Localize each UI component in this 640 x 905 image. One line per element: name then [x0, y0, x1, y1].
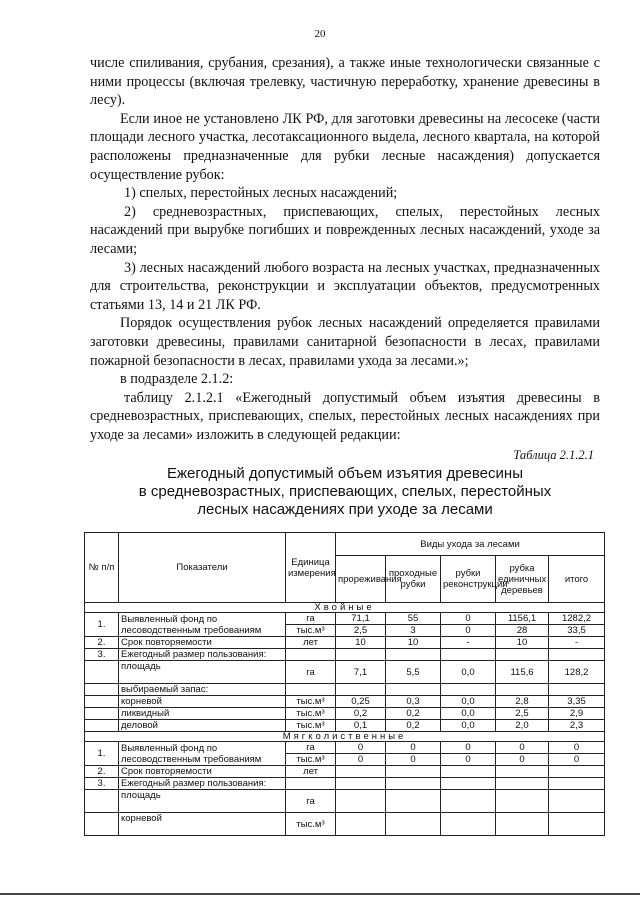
- row-label: корневой: [119, 696, 286, 708]
- cell: -: [549, 637, 605, 649]
- cell: 0,1: [336, 720, 386, 732]
- cell: 0: [336, 742, 386, 754]
- cell: 0: [496, 754, 549, 766]
- row-unit: га: [286, 790, 336, 813]
- header-care-types: Виды ухода за лесами: [336, 533, 605, 556]
- cell: 7,1: [336, 661, 386, 684]
- row-unit: тыс.м³: [286, 708, 336, 720]
- cell: 0,2: [386, 708, 441, 720]
- cell: 0,0: [441, 708, 496, 720]
- cell: 0,0: [441, 696, 496, 708]
- row-unit: тыс.м³: [286, 813, 336, 836]
- cell: 0: [441, 625, 496, 637]
- cell: 2,8: [496, 696, 549, 708]
- row-unit: га: [286, 613, 336, 625]
- cell: 0: [549, 742, 605, 754]
- cell: 10: [336, 637, 386, 649]
- cell: -: [441, 637, 496, 649]
- row-label: Срок повторяемости: [119, 637, 286, 649]
- cell: 0: [386, 742, 441, 754]
- cell: 128,2: [549, 661, 605, 684]
- paragraph: числе спиливания, срубания, срезания), а также иные технологически связанные с ними процессы (включая трелевку, частичную переработку, хранение древесины в лесу).: [90, 55, 600, 109]
- paragraph: 2) средневозрастных, приспевающих, спелых, перестойных лесных насаждений при вырубке погибших и поврежденных лесных насаждений, уходе за лесами;: [90, 203, 600, 257]
- row-num: 2.: [85, 637, 119, 649]
- row-label: Ежегодный размер пользования:: [119, 778, 286, 790]
- cell: 2,9: [549, 708, 605, 720]
- cell: 0,2: [336, 708, 386, 720]
- section-softwood: Мягколиственные: [85, 732, 605, 742]
- row-label: выбираемый запас:: [119, 684, 286, 696]
- cell: 10: [386, 637, 441, 649]
- page-number: 20: [314, 28, 326, 40]
- row-unit: тыс.м³: [286, 696, 336, 708]
- cell: 5,5: [386, 661, 441, 684]
- cell: 2,5: [336, 625, 386, 637]
- table-title: [90, 465, 600, 519]
- header-num: № п/п: [85, 533, 119, 603]
- cell: 0: [336, 754, 386, 766]
- row-num: 1.: [85, 613, 119, 637]
- row-label: Выявленный фонд по лесоводственным требованиям: [119, 613, 286, 637]
- header-reconstruction: рубки реконструкции: [441, 556, 496, 603]
- row-unit: тыс.м³: [286, 754, 336, 766]
- page-bottom-edge: [0, 893, 640, 895]
- table-label: Таблица 2.1.2.1: [513, 448, 594, 462]
- cell: 2,5: [496, 708, 549, 720]
- row-unit: тыс.м³: [286, 625, 336, 637]
- row-label: Выявленный фонд по лесоводственным требованиям: [119, 742, 286, 766]
- cell: 2,0: [496, 720, 549, 732]
- row-unit: тыс.м³: [286, 720, 336, 732]
- row-num: 3.: [85, 649, 119, 661]
- table-title-line: Ежегодный допустимый объем изъятия древесины: [167, 465, 523, 482]
- row-num: 3.: [85, 778, 119, 790]
- cell: 0: [441, 742, 496, 754]
- row-label: ликвидный: [119, 708, 286, 720]
- cell: 55: [386, 613, 441, 625]
- paragraph: в подразделе 2.1.2:: [120, 371, 234, 388]
- row-label: площадь: [119, 790, 286, 813]
- header-unit: Единица измерения: [286, 533, 336, 603]
- paragraph: таблицу 2.1.2.1 «Ежегодный допустимый объем изъятия древесины в средневозрастных, приспевающих, спелых, перестойных лесных насаждениях при уходе за лесами» изложить в следующей редакции:: [90, 389, 600, 443]
- header-total: итого: [549, 556, 605, 603]
- cell: 0: [496, 742, 549, 754]
- cell: 1282,2: [549, 613, 605, 625]
- header-single-tree: рубка единичных деревьев: [496, 556, 549, 603]
- row-label: деловой: [119, 720, 286, 732]
- paragraph: Порядок осуществления рубок лесных насаждений определяется правилами заготовки древесины, правилами санитарной безопасности в лесах, правилами пожарной безопасности в лесах, правилами ухода за лесами.»;: [90, 315, 600, 369]
- row-unit: га: [286, 742, 336, 754]
- cell: 0: [441, 754, 496, 766]
- cell: 28: [496, 625, 549, 637]
- cell: 0,0: [441, 720, 496, 732]
- row-unit: лет: [286, 766, 336, 778]
- cell: 3,35: [549, 696, 605, 708]
- paragraph: 3) лесных насаждений любого возраста на лесных участках, предназначенных для строительства, реконструкции и эксплуатации объектов, предусмотренных статьями 13, 14 и 21 ЛК РФ.: [90, 259, 600, 313]
- table-title-line: в средневозрастных, приспевающих, спелых, перестойных: [138, 483, 552, 500]
- header-passage-cutting: проходные рубки: [386, 556, 441, 603]
- paragraph: Если иное не установлено ЛК РФ, для заготовки древесины на лесосеке (части площади лесного участка, лесотаксационного выдела, лесного квартала, на которой расположены предназначенные для рубки лесные насаждения) допускается осуществление рубок:: [90, 110, 600, 183]
- cell: 0: [441, 613, 496, 625]
- cell: 0: [386, 754, 441, 766]
- header-thinning: прореживания: [336, 556, 386, 603]
- body-text: [90, 54, 600, 444]
- cell: 2,3: [549, 720, 605, 732]
- row-label: Срок повторяемости: [119, 766, 286, 778]
- row-unit: лет: [286, 637, 336, 649]
- cell: 0,3: [386, 696, 441, 708]
- cell: 71,1: [336, 613, 386, 625]
- harvest-volume-table: [84, 532, 605, 836]
- row-num: 1.: [85, 742, 119, 766]
- section-conifers: Хвойные: [85, 603, 605, 613]
- row-unit: га: [286, 661, 336, 684]
- cell: 10: [496, 637, 549, 649]
- row-num: 2.: [85, 766, 119, 778]
- row-label: площадь: [119, 661, 286, 684]
- cell: 3: [386, 625, 441, 637]
- cell: 0,2: [386, 720, 441, 732]
- paragraph: 1) спелых, перестойных лесных насаждений;: [124, 185, 398, 202]
- cell: 0,0: [441, 661, 496, 684]
- cell: 33,5: [549, 625, 605, 637]
- header-indicator: Показатели: [119, 533, 286, 603]
- row-label: Ежегодный размер пользования:: [119, 649, 286, 661]
- cell: 0,25: [336, 696, 386, 708]
- row-label: корневой: [119, 813, 286, 836]
- cell: 1156,1: [496, 613, 549, 625]
- table-title-line: лесных насаждениях при уходе за лесами: [197, 501, 493, 518]
- cell: 0: [549, 754, 605, 766]
- cell: 115,6: [496, 661, 549, 684]
